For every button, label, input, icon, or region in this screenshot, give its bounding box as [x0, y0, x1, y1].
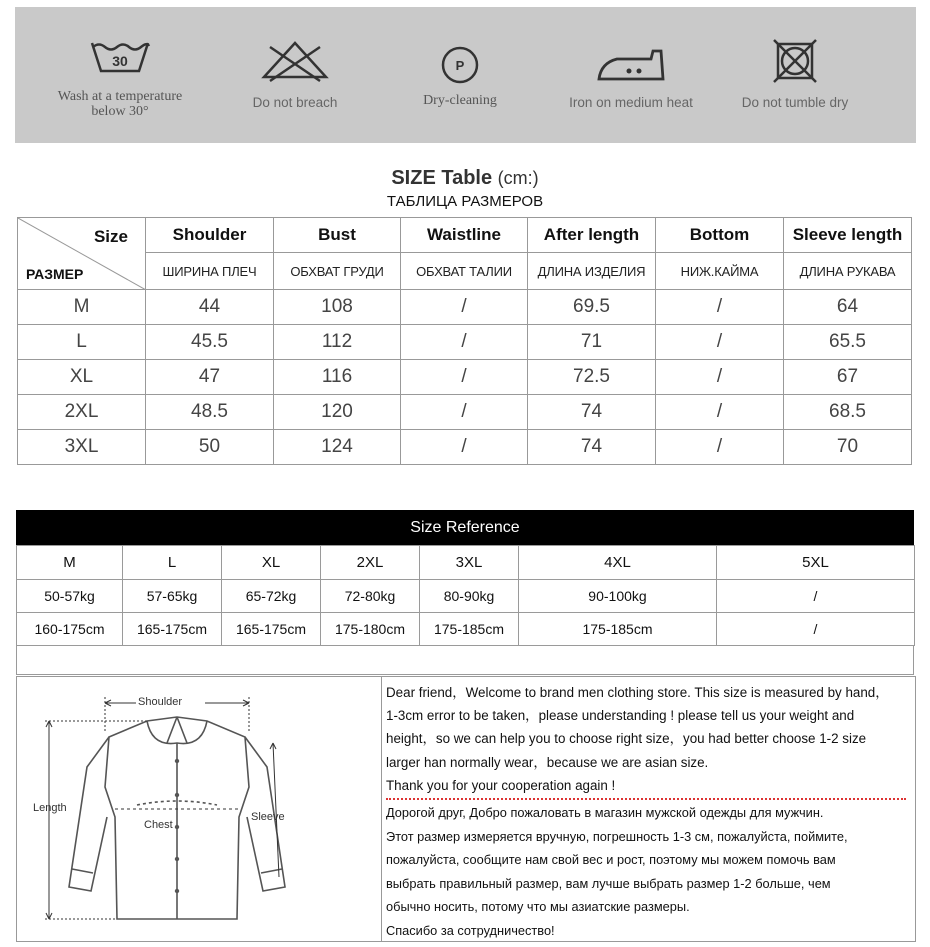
cell: 116	[274, 360, 401, 395]
care-instructions-band	[15, 7, 916, 143]
col-header-ru: ОБХВАТ ГРУДИ	[274, 253, 401, 290]
info-panel	[16, 676, 916, 942]
col-header: Sleeve length	[784, 218, 912, 253]
cell: 45.5	[146, 325, 274, 360]
ref-size: L	[123, 546, 222, 580]
cell: /	[401, 325, 528, 360]
care-label-line: below 30°	[91, 104, 149, 119]
ref-size: M	[17, 546, 123, 580]
cell: /	[401, 430, 528, 465]
size-table-title	[0, 167, 930, 190]
col-header-ru: НИЖ.КАЙМА	[656, 253, 784, 290]
corner-size-label-ru: РАЗМЕР	[26, 266, 84, 282]
table-row	[18, 430, 912, 465]
ref-size: 2XL	[321, 546, 420, 580]
cell: /	[656, 360, 784, 395]
ref-height: /	[717, 613, 915, 646]
iron-medium-icon	[595, 45, 667, 85]
size-reference-table	[16, 545, 915, 646]
row-size: L	[18, 325, 146, 360]
message-line: Спасибо за сотрудничество!	[386, 922, 555, 938]
diagram-label-length: Length	[33, 802, 67, 814]
ref-height: 165-175cm	[123, 613, 222, 646]
cell: 50	[146, 430, 274, 465]
cell: /	[401, 290, 528, 325]
cell: /	[656, 430, 784, 465]
ref-height: 175-185cm	[420, 613, 519, 646]
message-line: Dear friend，Welcome to brand men clothing store. This size is measured by hand，	[386, 685, 889, 700]
message-line: Дорогой друг, Добро пожаловать в магазин мужской одежды для мужчин.	[386, 805, 824, 821]
cell: 64	[784, 290, 912, 325]
care-label-dryclean: Dry-cleaning	[423, 93, 497, 108]
row-size: 2XL	[18, 395, 146, 430]
cell: 44	[146, 290, 274, 325]
ref-height: 175-185cm	[519, 613, 717, 646]
no-tumble-dry-icon	[771, 37, 819, 85]
care-item-tumble	[705, 7, 885, 143]
dotted-separator	[386, 798, 906, 800]
no-bleach-icon	[260, 39, 330, 83]
cell: 47	[146, 360, 274, 395]
ref-height: 160-175cm	[17, 613, 123, 646]
col-header-ru: ДЛИНА РУКАВА	[784, 253, 912, 290]
message-line: Thank you for your cooperation again !	[386, 777, 616, 793]
shirt-icon	[17, 677, 381, 941]
diagram-label-sleeve: Sleeve	[251, 811, 285, 823]
row-size: XL	[18, 360, 146, 395]
size-reference-title: Size Reference	[16, 510, 914, 545]
cell: 70	[784, 430, 912, 465]
size-reference-spacer	[16, 646, 914, 675]
row-size: 3XL	[18, 430, 146, 465]
cell: 112	[274, 325, 401, 360]
col-header: Bust	[274, 218, 401, 253]
message-line: larger han normally wear，because we are asian size.	[386, 754, 709, 770]
cell: 71	[528, 325, 656, 360]
corner-size-label: Size	[93, 227, 128, 246]
cell: 108	[274, 290, 401, 325]
ref-weight: /	[717, 580, 915, 613]
wash-temp-badge: 30	[112, 53, 128, 69]
care-item-iron	[541, 7, 721, 143]
panel-divider	[381, 677, 382, 941]
col-header: Waistline	[401, 218, 528, 253]
message-line: выбрать правильный размер, вам лучше выбрать размер 1-2 больше, чем	[386, 875, 831, 891]
cell: /	[656, 395, 784, 430]
cell: /	[656, 325, 784, 360]
cell: 120	[274, 395, 401, 430]
wash-30-icon	[89, 37, 151, 77]
table-row	[17, 613, 915, 646]
col-header: After length	[528, 218, 656, 253]
ref-height: 175-180cm	[321, 613, 420, 646]
diagram-label-chest: Chest	[144, 819, 173, 831]
message-ru	[386, 801, 911, 942]
table-row	[18, 395, 912, 430]
cell: 72.5	[528, 360, 656, 395]
ref-weight: 57-65kg	[123, 580, 222, 613]
care-label-wash	[30, 89, 210, 119]
ref-weight: 50-57kg	[17, 580, 123, 613]
cell: /	[656, 290, 784, 325]
table-row	[18, 360, 912, 395]
ref-size: XL	[222, 546, 321, 580]
care-label-line: Wash at a temperature	[57, 89, 183, 104]
ref-size: 5XL	[717, 546, 915, 580]
cell: /	[401, 360, 528, 395]
message-line: обычно носить, потому что мы азиатские размеры.	[386, 899, 690, 915]
cell: 74	[528, 395, 656, 430]
cell: /	[401, 395, 528, 430]
cell: 74	[528, 430, 656, 465]
cell: 69.5	[528, 290, 656, 325]
message-en	[386, 681, 911, 797]
diagram-label-shoulder: Shoulder	[138, 696, 183, 708]
col-header: Bottom	[656, 218, 784, 253]
care-label-bleach: Do not breach	[252, 95, 338, 110]
care-item-wash	[30, 7, 210, 143]
col-header-ru: ОБХВАТ ТАЛИИ	[401, 253, 528, 290]
size-table-title-text: SIZE Table	[391, 167, 493, 189]
ref-weight: 90-100kg	[519, 580, 717, 613]
message-line: Этот размер измеряется вручную, погрешность 1-3 см, пожалуйста, поймите,	[386, 828, 848, 844]
size-corner-cell	[18, 218, 146, 290]
table-row	[18, 290, 912, 325]
size-table-unit: (cm:)	[497, 168, 539, 188]
message-line: пожалуйста, сообщите нам свой вес и рост, поэтому мы можем помочь вам	[386, 852, 836, 868]
col-header-ru: ШИРИНА ПЛЕЧ	[146, 253, 274, 290]
store-message	[386, 681, 911, 942]
col-header-ru: ДЛИНА ИЗДЕЛИЯ	[528, 253, 656, 290]
cell: 124	[274, 430, 401, 465]
table-row	[17, 546, 915, 580]
care-label-iron: Iron on medium heat	[569, 95, 693, 110]
row-size: M	[18, 290, 146, 325]
cell: 68.5	[784, 395, 912, 430]
size-table-subtitle: ТАБЛИЦА РАЗМЕРОВ	[386, 193, 544, 210]
cell: 48.5	[146, 395, 274, 430]
message-line: height，so we can help you to choose right size，you had better choose 1-2 size	[386, 731, 867, 747]
care-label-tumble: Do not tumble dry	[741, 95, 849, 110]
dry-clean-badge: P	[455, 58, 465, 73]
table-row	[17, 580, 915, 613]
message-line: 1-3cm error to be taken，please understanding ! please tell us your weight and	[386, 708, 855, 724]
shirt-measure-diagram	[17, 677, 381, 941]
dry-clean-icon	[438, 43, 482, 87]
cell: 67	[784, 360, 912, 395]
ref-weight: 80-90kg	[420, 580, 519, 613]
ref-size: 3XL	[420, 546, 519, 580]
care-item-dryclean	[370, 7, 550, 143]
size-reference	[16, 510, 914, 675]
col-header: Shoulder	[146, 218, 274, 253]
ref-weight: 72-80kg	[321, 580, 420, 613]
ref-weight: 65-72kg	[222, 580, 321, 613]
ref-height: 165-175cm	[222, 613, 321, 646]
cell: 65.5	[784, 325, 912, 360]
table-row	[18, 325, 912, 360]
size-table	[17, 217, 912, 465]
ref-size: 4XL	[519, 546, 717, 580]
care-item-bleach	[205, 7, 385, 143]
